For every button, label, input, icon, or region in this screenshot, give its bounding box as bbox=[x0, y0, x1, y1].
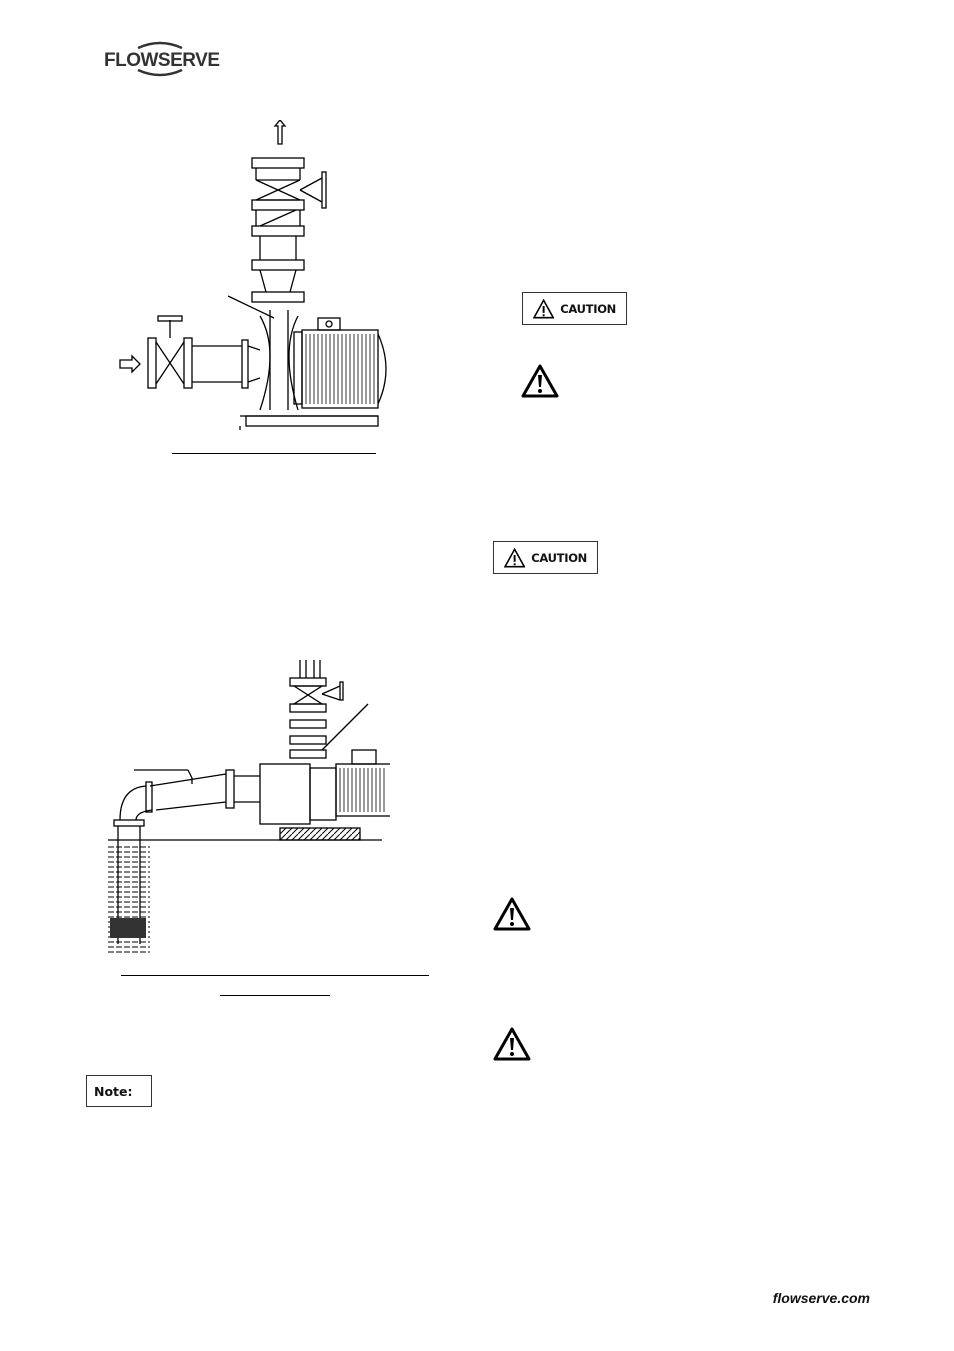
warning-icon bbox=[520, 363, 560, 399]
pump-suction-lift-diagram bbox=[100, 660, 390, 960]
warning-triangle-icon bbox=[504, 548, 525, 568]
warning-triangle-icon bbox=[533, 299, 554, 319]
logo-text: FLOWSERVE bbox=[104, 50, 220, 71]
figure-2-caption-line-2 bbox=[220, 995, 330, 996]
note-badge: Note: bbox=[86, 1075, 152, 1107]
caution-badge bbox=[522, 292, 627, 325]
caution-label: CAUTION bbox=[560, 301, 616, 316]
figure-1-caption-line bbox=[172, 453, 376, 454]
caution-badge bbox=[493, 541, 598, 574]
warning-icon bbox=[492, 1026, 532, 1062]
figure-2-caption-line-1 bbox=[121, 975, 429, 976]
caution-label: CAUTION bbox=[531, 550, 587, 565]
footer-url[interactable]: flowserve.com bbox=[772, 1290, 870, 1306]
warning-icon bbox=[492, 896, 532, 932]
pump-flooded-suction-diagram bbox=[110, 120, 410, 440]
flowserve-logo bbox=[104, 40, 220, 80]
